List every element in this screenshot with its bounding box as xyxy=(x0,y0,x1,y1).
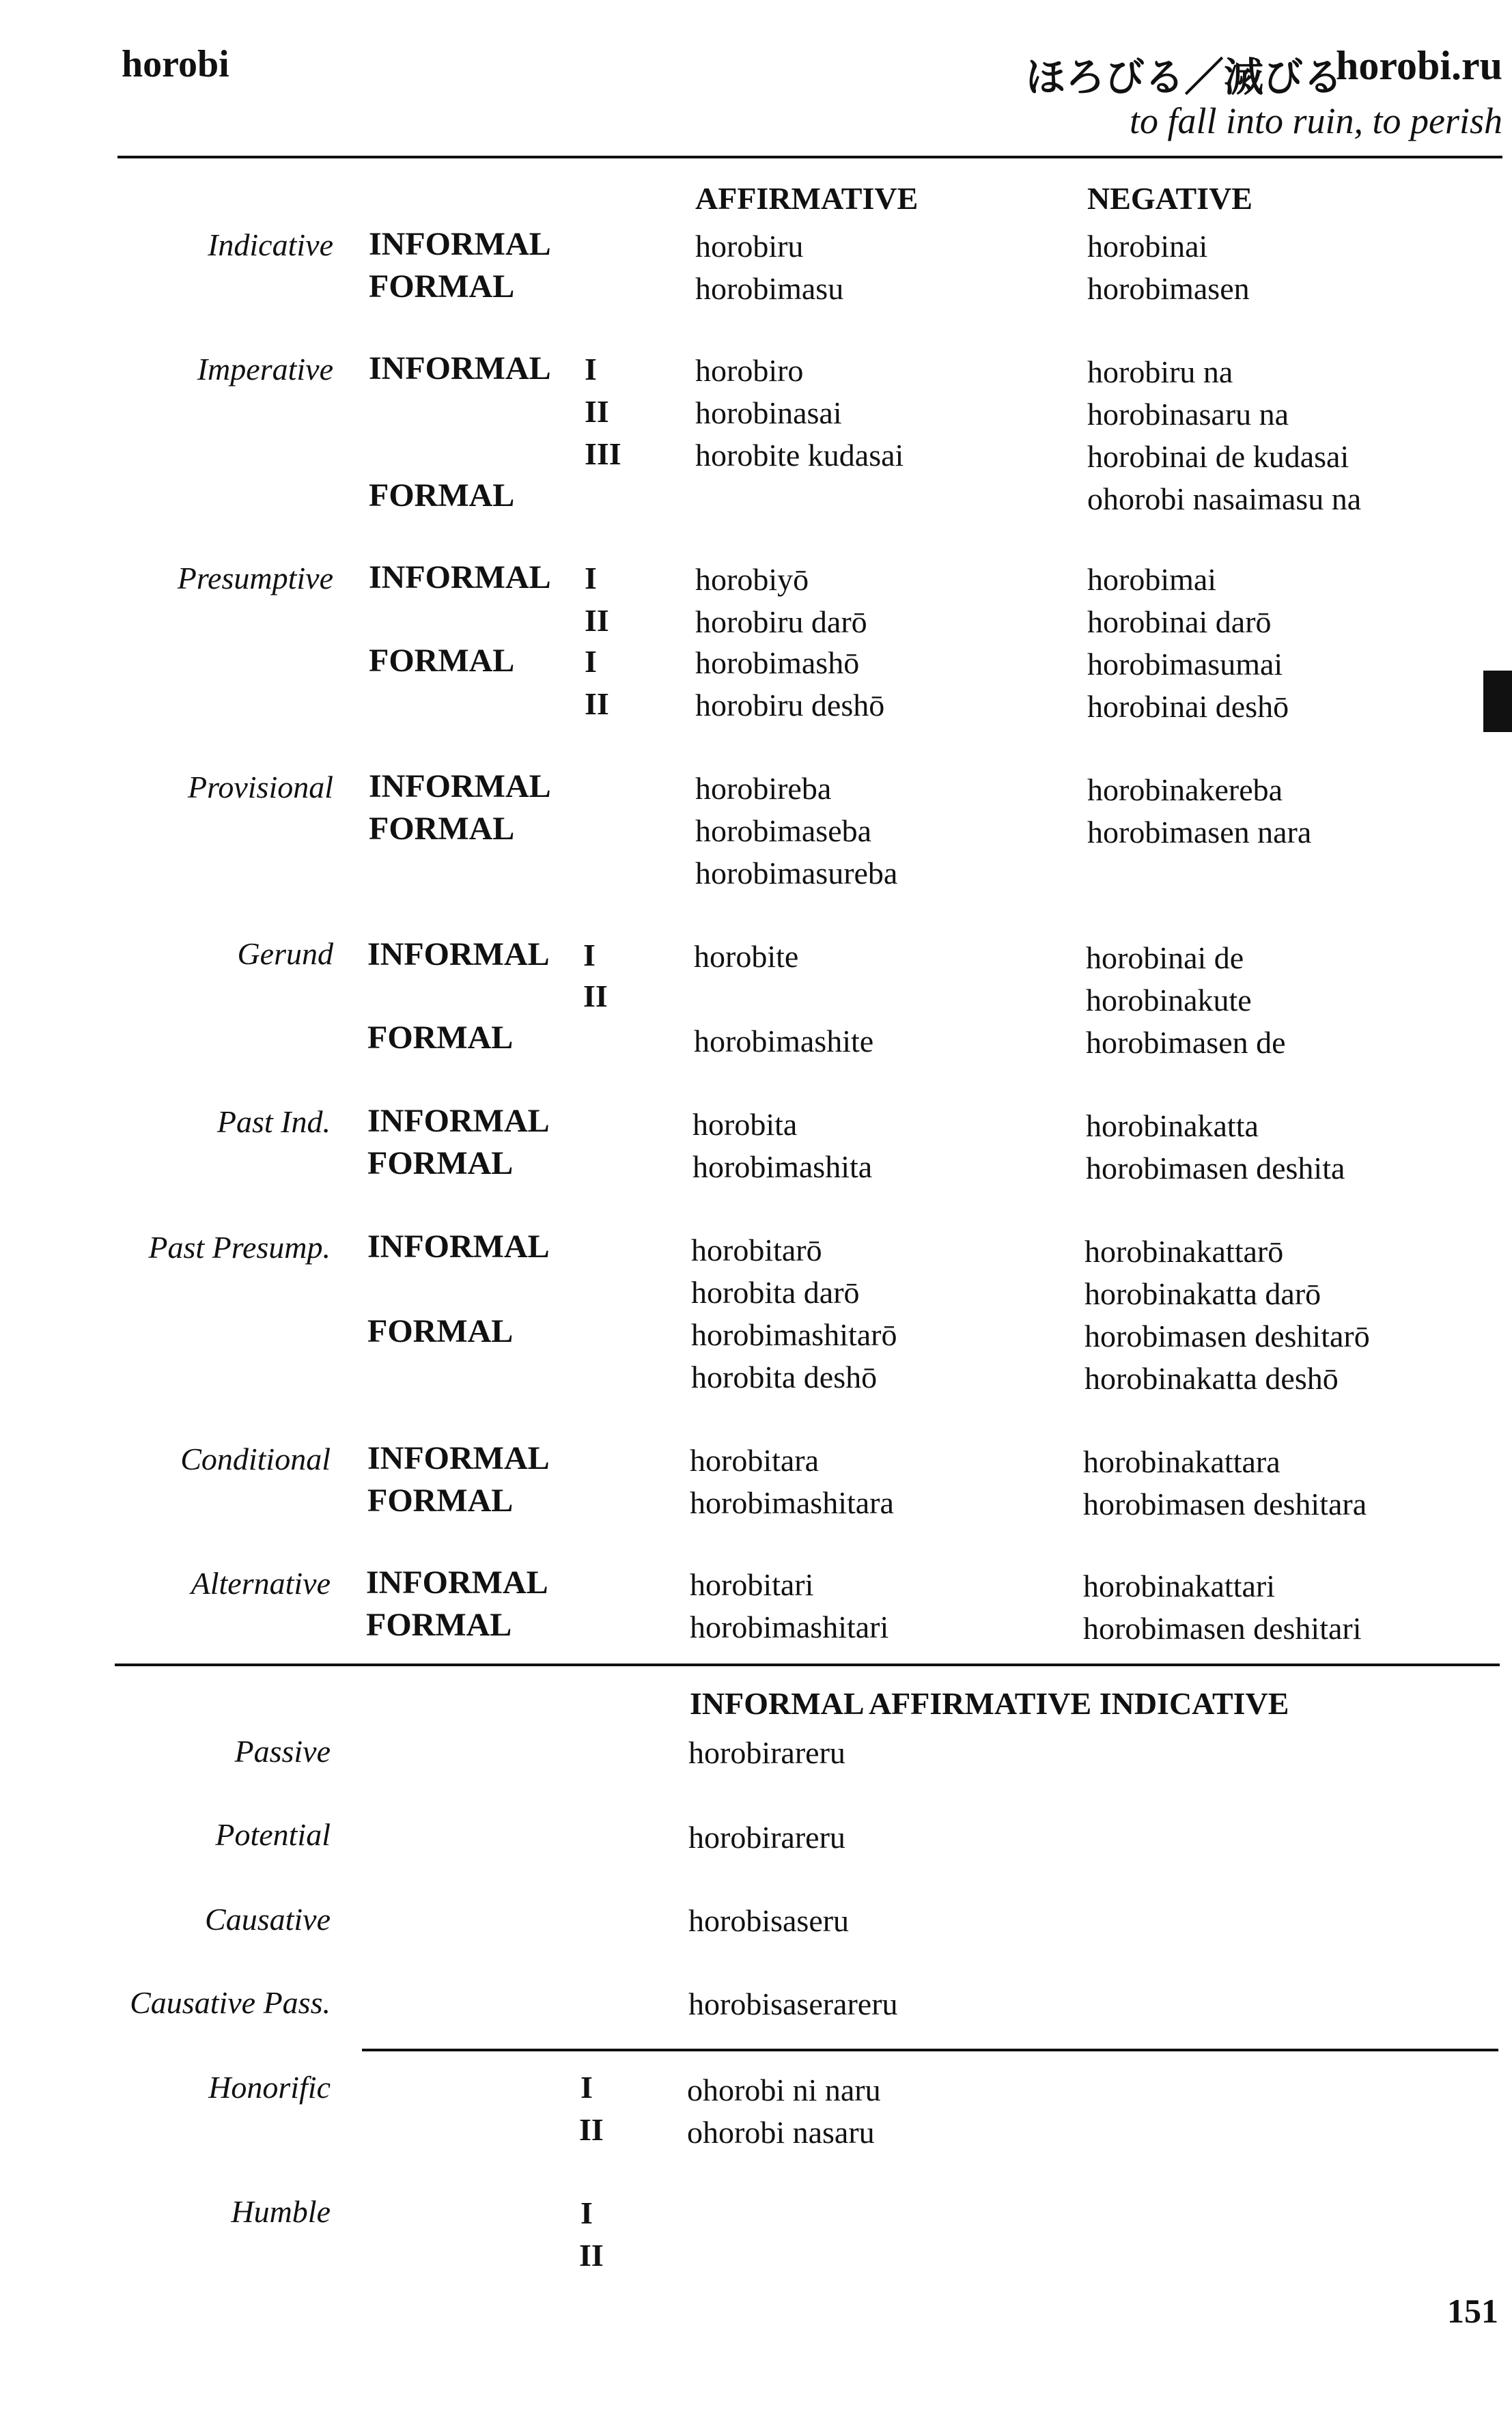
form-affirmative: horobita deshō xyxy=(691,1360,878,1394)
form-negative: horobinakute xyxy=(1086,983,1252,1017)
level-informal: INFORMAL xyxy=(369,559,551,595)
form-negative: horobimasen xyxy=(1087,271,1250,306)
form-negative: horobinakatta darō xyxy=(1084,1276,1321,1311)
form-negative: horobinai de kudasai xyxy=(1087,439,1349,474)
section-rule xyxy=(115,1664,1500,1666)
numeral-i: I xyxy=(580,2070,593,2105)
form-affirmative: horobiro xyxy=(695,353,804,388)
numeral-i: I xyxy=(585,644,597,679)
form-affirmative: horobite xyxy=(694,939,799,974)
form-affirmative: horobinasai xyxy=(695,395,842,430)
thumb-index-tab xyxy=(1483,671,1512,732)
form-affirmative: horobimasu xyxy=(695,271,844,306)
form-affirmative: horobiru darō xyxy=(695,604,867,639)
form-affirmative: horobimashō xyxy=(695,645,860,680)
form-negative: horobimasen de xyxy=(1086,1025,1286,1060)
form-negative: horobinakattara xyxy=(1083,1444,1280,1479)
level-informal: INFORMAL xyxy=(367,1440,550,1476)
form-affirmative: horobita xyxy=(692,1107,798,1142)
mood-gerund: Gerund xyxy=(237,936,333,971)
form-affirmative: horobiru deshō xyxy=(695,688,885,722)
form-affirmative: horobimashite xyxy=(694,1024,874,1058)
mood-presumptive: Presumptive xyxy=(177,561,333,595)
numeral-ii: II xyxy=(583,979,608,1013)
form-negative: horobimasen deshitara xyxy=(1083,1487,1367,1521)
form-negative: horobinakattarō xyxy=(1084,1234,1284,1269)
level-formal: FORMAL xyxy=(369,643,515,679)
level-informal: INFORMAL xyxy=(367,1229,550,1265)
mood-humble: Humble xyxy=(231,2194,331,2229)
form-affirmative: horobitarō xyxy=(691,1233,822,1267)
form-negative: horobinai deshō xyxy=(1087,689,1289,724)
dictionary-form-heading: horobi.ru xyxy=(1336,43,1502,88)
mood-honorific: Honorific xyxy=(208,2070,331,2105)
form-negative: horobinasaru na xyxy=(1087,397,1289,432)
numeral-i: I xyxy=(580,2195,593,2230)
mood-causative-passive: Causative Pass. xyxy=(130,1985,331,2020)
numeral-ii: II xyxy=(585,686,609,721)
form-affirmative: horobita darō xyxy=(691,1275,860,1310)
form-affirmative: horobitara xyxy=(690,1443,820,1478)
mood-alternative: Alternative xyxy=(191,1566,331,1601)
form-potential: horobirareru xyxy=(688,1820,845,1855)
form-negative: horobinakatta xyxy=(1086,1108,1259,1143)
form-affirmative: horobiyō xyxy=(695,562,809,597)
form-affirmative: horobiru xyxy=(695,229,804,264)
form-negative: horobimasen deshitarō xyxy=(1084,1319,1370,1353)
form-affirmative: horobimashitarō xyxy=(691,1317,897,1352)
numeral-i: I xyxy=(585,352,597,387)
form-affirmative: horobimasureba xyxy=(695,856,898,890)
header-rule xyxy=(117,156,1502,158)
form-affirmative: horobimashitara xyxy=(690,1485,894,1520)
numeral-ii: II xyxy=(579,2238,604,2273)
form-affirmative: horobireba xyxy=(695,771,832,806)
form-causative-passive: horobisaserareru xyxy=(688,1987,898,2021)
level-formal: FORMAL xyxy=(366,1607,512,1643)
form-negative: horobiru na xyxy=(1087,354,1233,389)
form-negative: horobinai xyxy=(1087,229,1208,264)
level-informal: INFORMAL xyxy=(367,936,550,972)
numeral-i: I xyxy=(585,561,597,595)
level-formal: FORMAL xyxy=(367,1483,514,1519)
form-negative: horobimasen deshitari xyxy=(1083,1611,1362,1646)
mood-passive: Passive xyxy=(234,1734,331,1769)
mood-conditional: Conditional xyxy=(180,1442,331,1476)
numeral-ii: II xyxy=(585,394,609,429)
meaning-subheading: to fall into ruin, to perish xyxy=(1129,100,1502,141)
level-formal: FORMAL xyxy=(369,268,515,305)
level-formal: FORMAL xyxy=(367,1145,514,1181)
page-number: 151 xyxy=(1447,2292,1498,2330)
form-negative: horobinai de xyxy=(1086,940,1244,975)
form-honorific: ohorobi nasaru xyxy=(687,2115,875,2150)
numeral-iii: III xyxy=(585,436,621,471)
mood-potential: Potential xyxy=(215,1817,331,1852)
form-honorific: ohorobi ni naru xyxy=(687,2073,881,2107)
mood-causative: Causative xyxy=(205,1902,331,1937)
japanese-heading: ほろびる／滅びる xyxy=(1025,54,1343,100)
form-negative: horobinakattari xyxy=(1083,1569,1276,1603)
level-formal: FORMAL xyxy=(369,477,515,514)
form-affirmative: horobimashita xyxy=(692,1149,873,1184)
numeral-ii: II xyxy=(585,603,609,638)
form-negative: ohorobi nasaimasu na xyxy=(1087,481,1362,516)
form-negative: horobinai darō xyxy=(1087,604,1272,639)
level-informal: INFORMAL xyxy=(369,768,551,804)
form-affirmative: horobimaseba xyxy=(695,813,872,848)
level-informal: INFORMAL xyxy=(369,350,551,387)
form-affirmative: horobite kudasai xyxy=(695,438,904,473)
level-formal: FORMAL xyxy=(367,1313,514,1349)
affirmative-column-header: AFFIRMATIVE xyxy=(695,181,919,216)
form-negative: horobimasen nara xyxy=(1087,815,1312,850)
mood-indicative: Indicative xyxy=(208,227,333,262)
level-formal: FORMAL xyxy=(367,1020,514,1056)
mood-provisional: Provisional xyxy=(188,770,333,804)
verb-stem-heading: horobi xyxy=(122,43,229,85)
form-negative: horobimasen deshita xyxy=(1086,1151,1345,1185)
derived-forms-header: INFORMAL AFFIRMATIVE INDICATIVE xyxy=(690,1686,1289,1721)
form-affirmative: horobitari xyxy=(690,1567,814,1602)
numeral-ii: II xyxy=(579,2112,604,2147)
honorific-rule xyxy=(362,2049,1498,2051)
form-negative: horobimai xyxy=(1087,562,1217,597)
form-negative: horobinakereba xyxy=(1087,772,1283,807)
mood-past-indicative: Past Ind. xyxy=(216,1104,331,1139)
negative-column-header: NEGATIVE xyxy=(1087,181,1252,216)
form-negative: horobimasumai xyxy=(1087,647,1283,682)
form-causative: horobisaseru xyxy=(688,1903,850,1938)
form-affirmative: horobimashitari xyxy=(690,1610,889,1644)
mood-past-presumptive: Past Presump. xyxy=(148,1230,331,1265)
mood-imperative: Imperative xyxy=(197,352,333,387)
level-informal: INFORMAL xyxy=(366,1564,548,1601)
form-passive: horobirareru xyxy=(688,1735,845,1770)
level-informal: INFORMAL xyxy=(367,1103,550,1139)
level-informal: INFORMAL xyxy=(369,226,551,262)
level-formal: FORMAL xyxy=(369,811,515,847)
numeral-i: I xyxy=(583,938,596,972)
form-negative: horobinakatta deshō xyxy=(1084,1361,1339,1396)
